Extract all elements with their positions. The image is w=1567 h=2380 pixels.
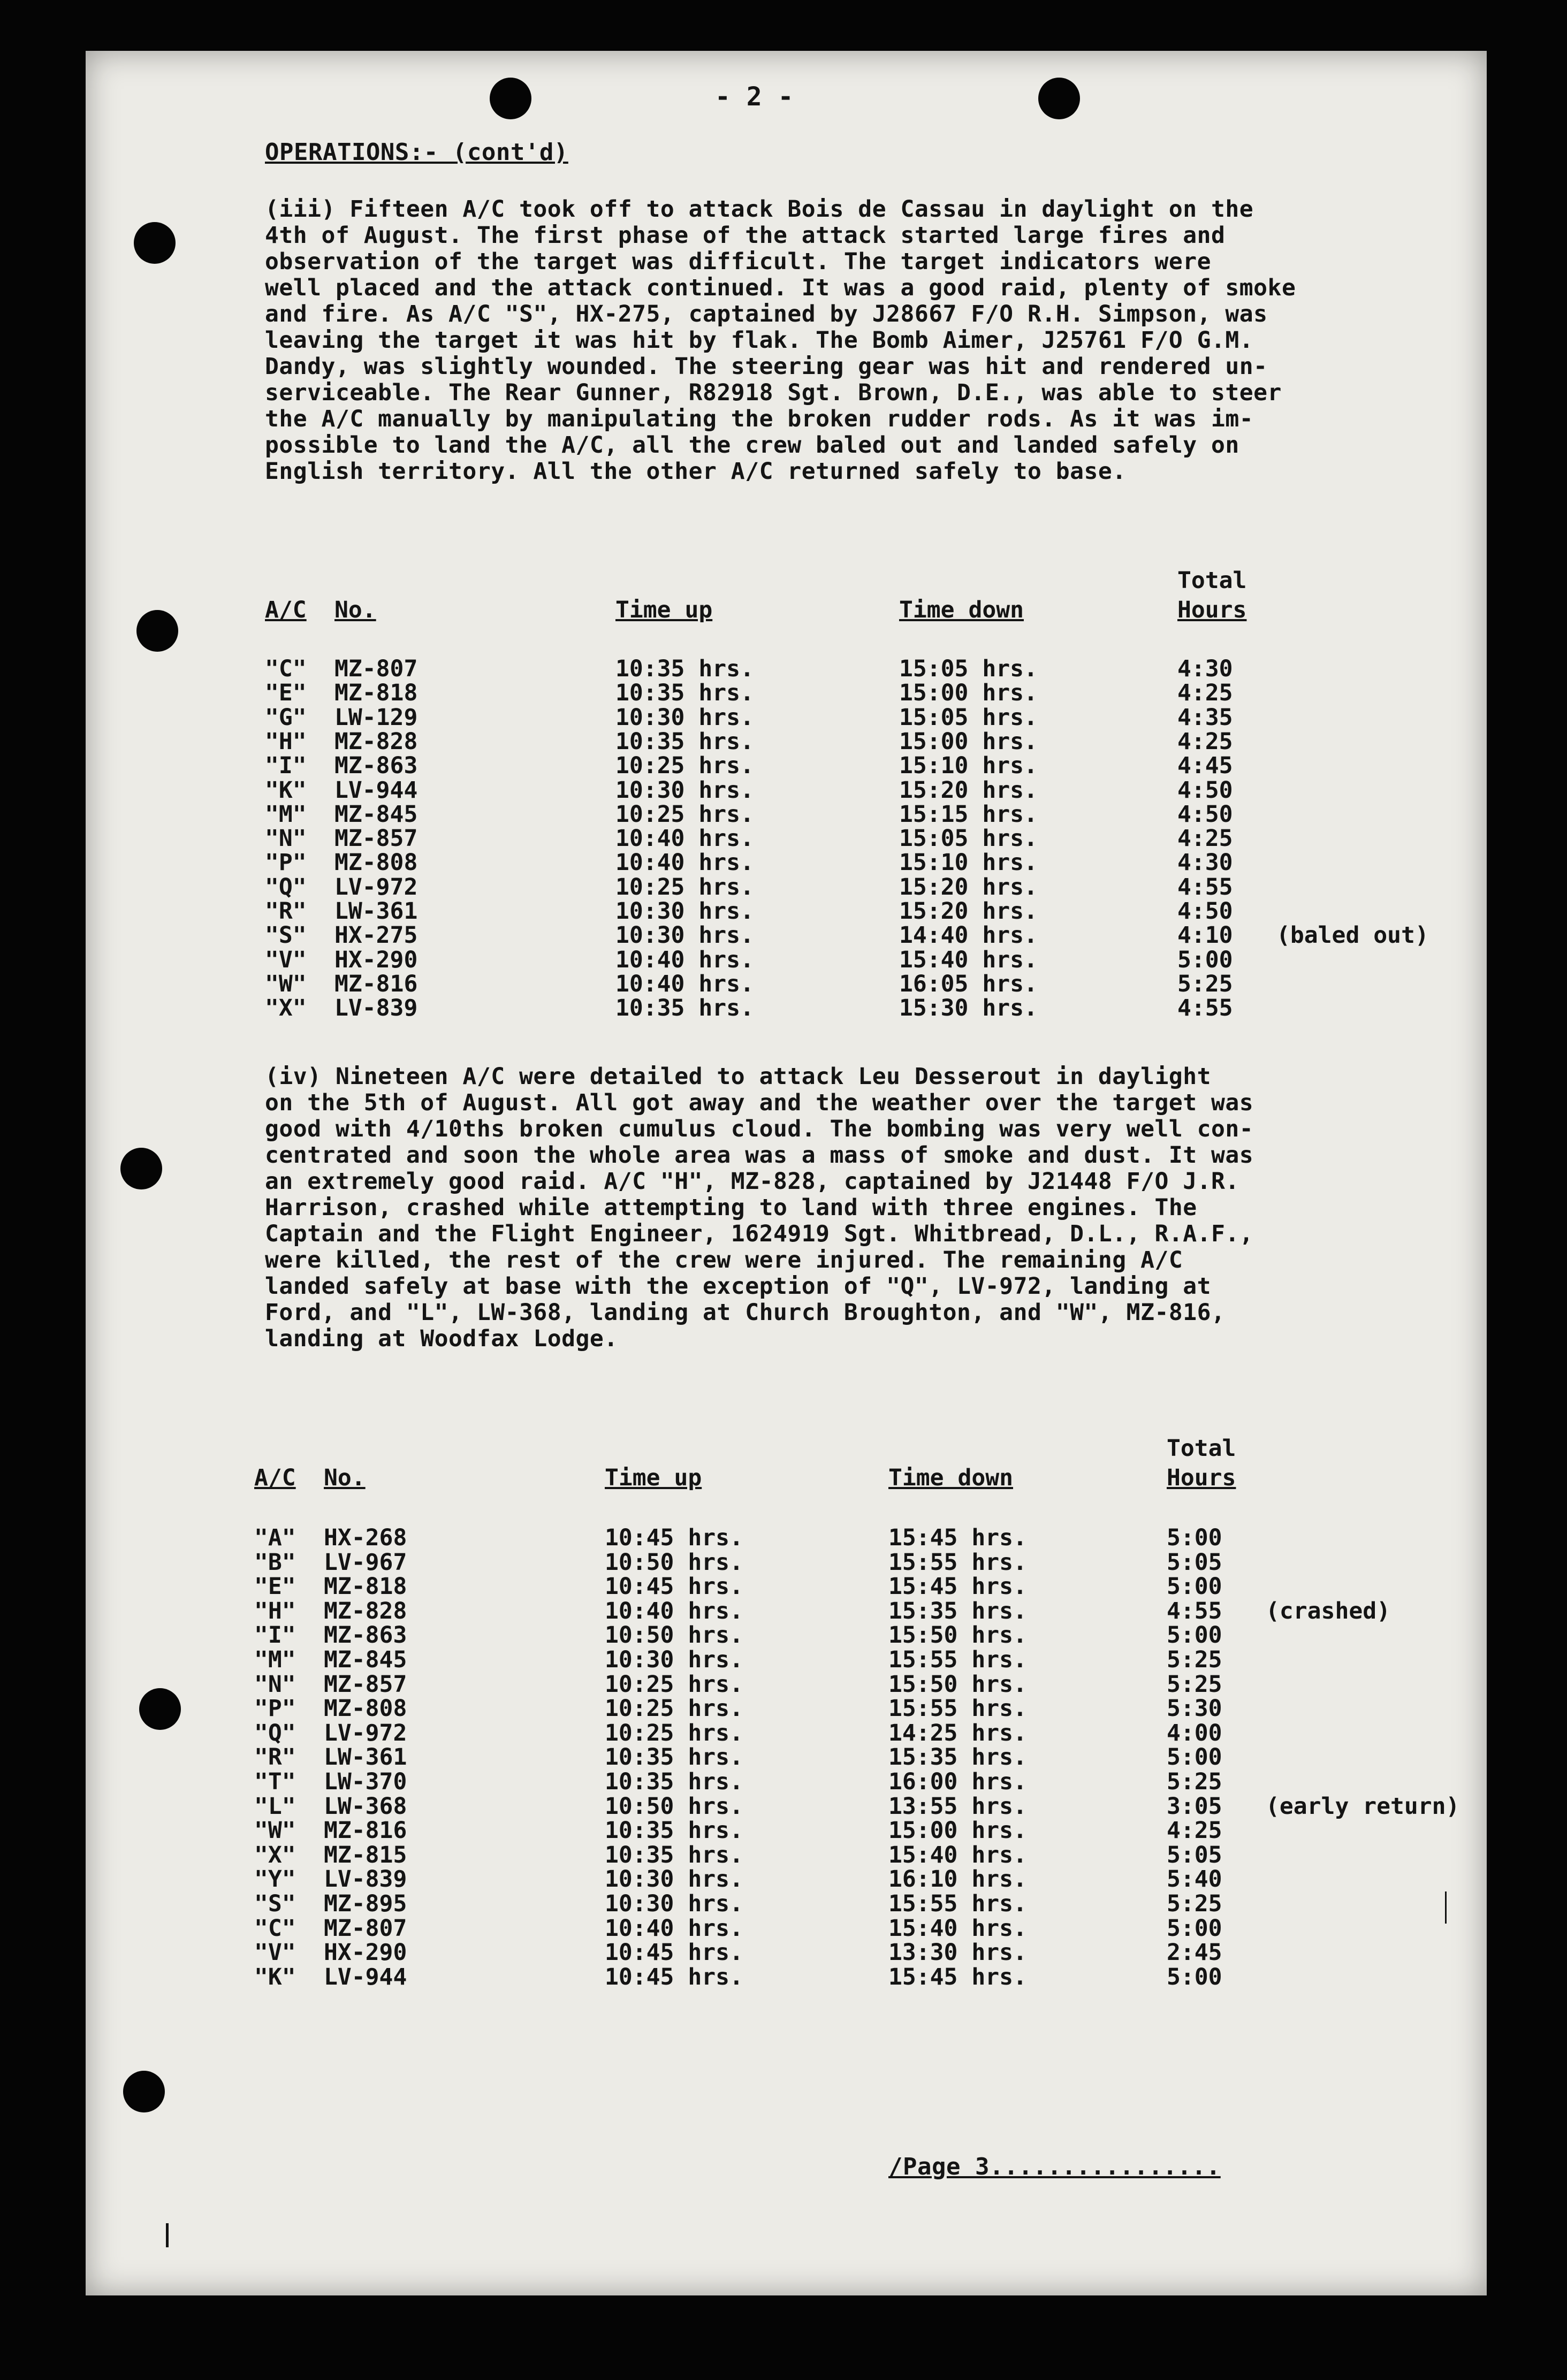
paragraph-line: landing at Woodfax Lodge. <box>265 1325 618 1352</box>
cell-total-hours: 5:00 <box>1167 1744 1222 1771</box>
cell-total-hours: 4:50 <box>1177 800 1233 828</box>
cell-ac: "W" <box>265 970 307 997</box>
cell-time-up: 10:35 hrs. <box>605 1744 743 1771</box>
cell-time-up: 10:25 hrs. <box>605 1670 743 1698</box>
cell-ac: "W" <box>254 1817 296 1844</box>
cell-total-hours: 5:25 <box>1167 1670 1222 1698</box>
cell-total-hours: 4:25 <box>1177 825 1233 852</box>
cell-ac: "K" <box>265 776 307 804</box>
cell-ac: "Y" <box>254 1866 296 1893</box>
cell-total-hours: 4:30 <box>1177 655 1233 682</box>
cell-aircraft-no: HX-290 <box>324 1939 407 1966</box>
header-total: Total <box>1167 1435 1236 1462</box>
punch-hole <box>1038 78 1080 119</box>
cell-time-up: 10:40 hrs. <box>615 946 754 973</box>
edge-mark <box>1445 1891 1447 1924</box>
paragraph-line: English territory. All the other A/C returned safely to base. <box>265 458 1127 485</box>
cell-aircraft-no: MZ-815 <box>324 1841 407 1868</box>
paragraph-line: Dandy, was slightly wounded. The steering gear was hit and rendered un- <box>265 353 1268 380</box>
cell-total-hours: 4:25 <box>1177 728 1233 755</box>
cell-time-up: 10:45 hrs. <box>605 1939 743 1966</box>
header-no: No. <box>334 597 376 623</box>
cell-aircraft-no: MZ-818 <box>334 680 418 707</box>
cell-aircraft-no: LV-839 <box>334 995 418 1022</box>
cell-time-down: 15:15 hrs. <box>899 800 1038 828</box>
section-heading: OPERATIONS:- (cont'd) <box>265 139 568 166</box>
punch-hole <box>490 78 531 119</box>
cell-ac: "L" <box>254 1792 296 1820</box>
cell-time-down: 15:50 hrs. <box>888 1670 1027 1698</box>
cell-time-down: 15:00 hrs. <box>899 680 1038 707</box>
cell-time-up: 10:30 hrs. <box>605 1890 743 1917</box>
paragraph-line: (iv) Nineteen A/C were detailed to attack Leu Desserout in daylight <box>265 1063 1212 1090</box>
header-time-up: Time up <box>605 1464 702 1491</box>
cell-aircraft-no: LV-944 <box>324 1963 407 1990</box>
cell-ac: "H" <box>254 1597 296 1624</box>
cell-ac: "M" <box>254 1646 296 1673</box>
paragraph-line: Harrison, crashed while attempting to land with three engines. The <box>265 1194 1197 1221</box>
cell-aircraft-no: HX-290 <box>334 946 418 973</box>
cell-aircraft-no: HX-268 <box>324 1524 407 1551</box>
cell-time-down: 15:45 hrs. <box>888 1573 1027 1600</box>
cell-time-up: 10:40 hrs. <box>605 1914 743 1942</box>
cell-ac: "Q" <box>254 1719 296 1746</box>
cell-total-hours: 4:55 <box>1177 873 1233 901</box>
cell-time-down: 14:40 hrs. <box>899 922 1038 949</box>
cell-aircraft-no: LV-839 <box>324 1866 407 1893</box>
cell-ac: "V" <box>254 1939 296 1966</box>
cell-aircraft-no: MZ-845 <box>324 1646 407 1673</box>
cell-time-up: 10:25 hrs. <box>615 873 754 901</box>
cell-time-down: 15:20 hrs. <box>899 898 1038 925</box>
cell-ac: "E" <box>254 1573 296 1600</box>
header-time-down: Time down <box>888 1464 1013 1491</box>
cell-time-up: 10:30 hrs. <box>615 898 754 925</box>
paragraph-line: leaving the target it was hit by flak. The Bomb Aimer, J25761 F/O G.M. <box>265 327 1254 354</box>
cell-aircraft-no: MZ-818 <box>324 1573 407 1600</box>
cell-aircraft-no: MZ-828 <box>334 728 418 755</box>
cell-time-up: 10:25 hrs. <box>605 1719 743 1746</box>
cell-ac: "B" <box>254 1548 296 1576</box>
cell-time-down: 16:10 hrs. <box>888 1866 1027 1893</box>
cell-time-down: 15:50 hrs. <box>888 1622 1027 1649</box>
cell-aircraft-no: HX-275 <box>334 922 418 949</box>
header-time-down: Time down <box>899 597 1024 623</box>
cell-time-down: 13:55 hrs. <box>888 1792 1027 1820</box>
cell-time-down: 15:10 hrs. <box>899 849 1038 876</box>
paragraph-iii <box>265 196 1296 485</box>
cell-time-up: 10:30 hrs. <box>615 922 754 949</box>
cell-time-down: 15:55 hrs. <box>888 1695 1027 1722</box>
cell-total-hours: 5:25 <box>1167 1768 1222 1795</box>
paragraph-line: (iii) Fifteen A/C took off to attack Bois de Cassau in daylight on the <box>265 196 1254 223</box>
cell-time-down: 15:10 hrs. <box>899 752 1038 780</box>
cell-aircraft-no: MZ-863 <box>334 752 418 780</box>
paragraph-line: an extremely good raid. A/C "H", MZ-828, captained by J21448 F/O J.R. <box>265 1168 1239 1195</box>
cell-time-down: 15:40 hrs. <box>888 1841 1027 1868</box>
cell-total-hours: 5:25 <box>1167 1890 1222 1917</box>
paragraph-line: good with 4/10ths broken cumulus cloud. The bombing was very well con- <box>265 1116 1254 1142</box>
document-page <box>86 51 1487 2295</box>
cell-time-up: 10:30 hrs. <box>615 776 754 804</box>
header-ac: A/C <box>265 597 307 623</box>
paragraph-iv <box>265 1064 1253 1352</box>
cell-time-down: 15:30 hrs. <box>899 995 1038 1022</box>
cell-time-down: 15:45 hrs. <box>888 1524 1027 1551</box>
paragraph-line: centrated and soon the whole area was a mass of smoke and dust. It was <box>265 1142 1254 1169</box>
continuation-footer: /Page 3................ <box>888 2153 1221 2180</box>
cell-time-down: 15:35 hrs. <box>888 1597 1027 1624</box>
header-time-up: Time up <box>615 597 713 623</box>
cell-time-up: 10:30 hrs. <box>605 1646 743 1673</box>
cell-time-up: 10:35 hrs. <box>615 728 754 755</box>
cell-total-hours: 4:30 <box>1177 849 1233 876</box>
cell-note: (early return) <box>1266 1792 1460 1820</box>
header-hours: Hours <box>1177 597 1247 623</box>
cell-total-hours: 4:55 <box>1177 995 1233 1022</box>
cell-ac: "N" <box>265 825 307 852</box>
paragraph-line: 4th of August. The first phase of the attack started large fires and <box>265 222 1226 249</box>
cell-ac: "V" <box>265 946 307 973</box>
cell-total-hours: 5:00 <box>1167 1963 1222 1990</box>
cell-note: (crashed) <box>1266 1597 1390 1624</box>
cell-total-hours: 4:50 <box>1177 898 1233 925</box>
cell-aircraft-no: MZ-828 <box>324 1597 407 1624</box>
paragraph-line: serviceable. The Rear Gunner, R82918 Sgt. Brown, D.E., was able to steer <box>265 379 1282 406</box>
cell-time-down: 15:05 hrs. <box>899 825 1038 852</box>
cell-aircraft-no: LW-361 <box>334 898 418 925</box>
cell-time-up: 10:30 hrs. <box>615 704 754 731</box>
paragraph-line: on the 5th of August. All got away and the weather over the target was <box>265 1089 1254 1116</box>
cell-ac: "H" <box>265 728 307 755</box>
punch-hole <box>123 2071 165 2112</box>
cell-total-hours: 5:00 <box>1167 1622 1222 1649</box>
edge-mark <box>166 2223 169 2247</box>
cell-aircraft-no: LV-944 <box>334 776 418 804</box>
cell-time-down: 15:20 hrs. <box>899 873 1038 901</box>
cell-aircraft-no: MZ-857 <box>324 1670 407 1698</box>
cell-aircraft-no: LV-967 <box>324 1548 407 1576</box>
cell-ac: "Q" <box>265 873 307 901</box>
cell-aircraft-no: MZ-895 <box>324 1890 407 1917</box>
cell-time-up: 10:40 hrs. <box>615 970 754 997</box>
cell-time-down: 15:55 hrs. <box>888 1646 1027 1673</box>
cell-time-down: 15:05 hrs. <box>899 704 1038 731</box>
cell-time-up: 10:40 hrs. <box>615 825 754 852</box>
cell-time-down: 15:55 hrs. <box>888 1548 1027 1576</box>
punch-hole <box>120 1148 162 1189</box>
cell-total-hours: 5:40 <box>1167 1866 1222 1893</box>
cell-aircraft-no: MZ-816 <box>334 970 418 997</box>
cell-total-hours: 2:45 <box>1167 1939 1222 1966</box>
cell-time-down: 15:40 hrs. <box>899 946 1038 973</box>
cell-ac: "S" <box>265 922 307 949</box>
cell-ac: "C" <box>265 655 307 682</box>
cell-total-hours: 3:05 <box>1167 1792 1222 1820</box>
cell-total-hours: 5:30 <box>1167 1695 1222 1722</box>
cell-ac: "E" <box>265 680 307 707</box>
cell-time-down: 15:45 hrs. <box>888 1963 1027 1990</box>
paragraph-line: and fire. As A/C "S", HX-275, captained by J28667 F/O R.H. Simpson, was <box>265 301 1268 327</box>
cell-ac: "C" <box>254 1914 296 1942</box>
cell-aircraft-no: MZ-808 <box>324 1695 407 1722</box>
cell-total-hours: 5:25 <box>1177 970 1233 997</box>
paragraph-line: possible to land the A/C, all the crew baled out and landed safely on <box>265 432 1239 459</box>
cell-time-down: 13:30 hrs. <box>888 1939 1027 1966</box>
punch-hole <box>134 222 176 264</box>
cell-ac: "R" <box>254 1744 296 1771</box>
punch-hole <box>136 610 178 652</box>
cell-total-hours: 4:35 <box>1177 704 1233 731</box>
cell-time-up: 10:45 hrs. <box>605 1573 743 1600</box>
paragraph-line: Ford, and "L", LW-368, landing at Church Broughton, and "W", MZ-816, <box>265 1299 1226 1326</box>
cell-time-up: 10:45 hrs. <box>605 1524 743 1551</box>
cell-ac: "I" <box>265 752 307 780</box>
cell-time-up: 10:25 hrs. <box>615 752 754 780</box>
cell-total-hours: 4:50 <box>1177 776 1233 804</box>
cell-time-up: 10:40 hrs. <box>615 849 754 876</box>
cell-aircraft-no: MZ-816 <box>324 1817 407 1844</box>
cell-time-down: 14:25 hrs. <box>888 1719 1027 1746</box>
cell-ac: "M" <box>265 800 307 828</box>
cell-total-hours: 5:05 <box>1167 1841 1222 1868</box>
cell-time-down: 15:05 hrs. <box>899 655 1038 682</box>
cell-aircraft-no: MZ-857 <box>334 825 418 852</box>
cell-time-up: 10:35 hrs. <box>605 1817 743 1844</box>
cell-total-hours: 4:25 <box>1167 1817 1222 1844</box>
paragraph-line: the A/C manually by manipulating the broken rudder rods. As it was im- <box>265 406 1254 432</box>
cell-time-up: 10:40 hrs. <box>605 1597 743 1624</box>
cell-total-hours: 4:10 <box>1177 922 1233 949</box>
cell-aircraft-no: MZ-863 <box>324 1622 407 1649</box>
cell-time-down: 15:35 hrs. <box>888 1744 1027 1771</box>
cell-ac: "T" <box>254 1768 296 1795</box>
paragraph-line: landed safely at base with the exception of "Q", LV-972, landing at <box>265 1273 1212 1300</box>
cell-time-down: 15:00 hrs. <box>888 1817 1027 1844</box>
page-number: - 2 - <box>715 82 794 112</box>
cell-time-up: 10:35 hrs. <box>605 1841 743 1868</box>
cell-time-down: 16:05 hrs. <box>899 970 1038 997</box>
cell-ac: "R" <box>265 898 307 925</box>
cell-time-up: 10:50 hrs. <box>605 1792 743 1820</box>
cell-aircraft-no: LW-129 <box>334 704 418 731</box>
cell-total-hours: 5:00 <box>1167 1914 1222 1942</box>
cell-total-hours: 4:45 <box>1177 752 1233 780</box>
cell-time-down: 15:00 hrs. <box>899 728 1038 755</box>
cell-aircraft-no: LV-972 <box>334 873 418 901</box>
cell-total-hours: 5:00 <box>1167 1573 1222 1600</box>
cell-total-hours: 4:55 <box>1167 1597 1222 1624</box>
cell-aircraft-no: LW-361 <box>324 1744 407 1771</box>
cell-time-up: 10:35 hrs. <box>605 1768 743 1795</box>
paragraph-line: observation of the target was difficult. The target indicators were <box>265 248 1212 275</box>
header-total: Total <box>1177 567 1247 594</box>
header-ac: A/C <box>254 1464 296 1491</box>
cell-aircraft-no: MZ-845 <box>334 800 418 828</box>
cell-ac: "X" <box>254 1841 296 1868</box>
cell-time-up: 10:35 hrs. <box>615 995 754 1022</box>
paragraph-line: were killed, the rest of the crew were injured. The remaining A/C <box>265 1247 1183 1273</box>
paragraph-line: Captain and the Flight Engineer, 1624919 Sgt. Whitbread, D.L., R.A.F., <box>265 1220 1254 1247</box>
cell-time-down: 15:55 hrs. <box>888 1890 1027 1917</box>
paragraph-line: well placed and the attack continued. It was a good raid, plenty of smoke <box>265 274 1296 301</box>
cell-aircraft-no: MZ-808 <box>334 849 418 876</box>
cell-time-up: 10:35 hrs. <box>615 680 754 707</box>
cell-time-up: 10:25 hrs. <box>615 800 754 828</box>
cell-total-hours: 5:25 <box>1167 1646 1222 1673</box>
cell-time-down: 15:40 hrs. <box>888 1914 1027 1942</box>
cell-aircraft-no: MZ-807 <box>324 1914 407 1942</box>
cell-time-up: 10:25 hrs. <box>605 1695 743 1722</box>
cell-ac: "I" <box>254 1622 296 1649</box>
cell-total-hours: 5:05 <box>1167 1548 1222 1576</box>
cell-time-up: 10:50 hrs. <box>605 1548 743 1576</box>
cell-ac: "P" <box>254 1695 296 1722</box>
cell-aircraft-no: MZ-807 <box>334 655 418 682</box>
header-hours: Hours <box>1167 1464 1236 1491</box>
cell-total-hours: 4:00 <box>1167 1719 1222 1746</box>
cell-total-hours: 5:00 <box>1167 1524 1222 1551</box>
cell-ac: "N" <box>254 1670 296 1698</box>
cell-time-up: 10:30 hrs. <box>605 1866 743 1893</box>
cell-aircraft-no: LW-370 <box>324 1768 407 1795</box>
cell-time-up: 10:45 hrs. <box>605 1963 743 1990</box>
cell-ac: "X" <box>265 995 307 1022</box>
cell-time-down: 16:00 hrs. <box>888 1768 1027 1795</box>
cell-total-hours: 4:25 <box>1177 680 1233 707</box>
cell-aircraft-no: LW-368 <box>324 1792 407 1820</box>
cell-note: (baled out) <box>1276 922 1429 949</box>
cell-time-down: 15:20 hrs. <box>899 776 1038 804</box>
cell-aircraft-no: LV-972 <box>324 1719 407 1746</box>
cell-time-up: 10:50 hrs. <box>605 1622 743 1649</box>
cell-time-up: 10:35 hrs. <box>615 655 754 682</box>
cell-ac: "P" <box>265 849 307 876</box>
cell-total-hours: 5:00 <box>1177 946 1233 973</box>
cell-ac: "G" <box>265 704 307 731</box>
cell-ac: "A" <box>254 1524 296 1551</box>
cell-ac: "S" <box>254 1890 296 1917</box>
header-no: No. <box>324 1464 366 1491</box>
cell-ac: "K" <box>254 1963 296 1990</box>
punch-hole <box>139 1688 181 1730</box>
